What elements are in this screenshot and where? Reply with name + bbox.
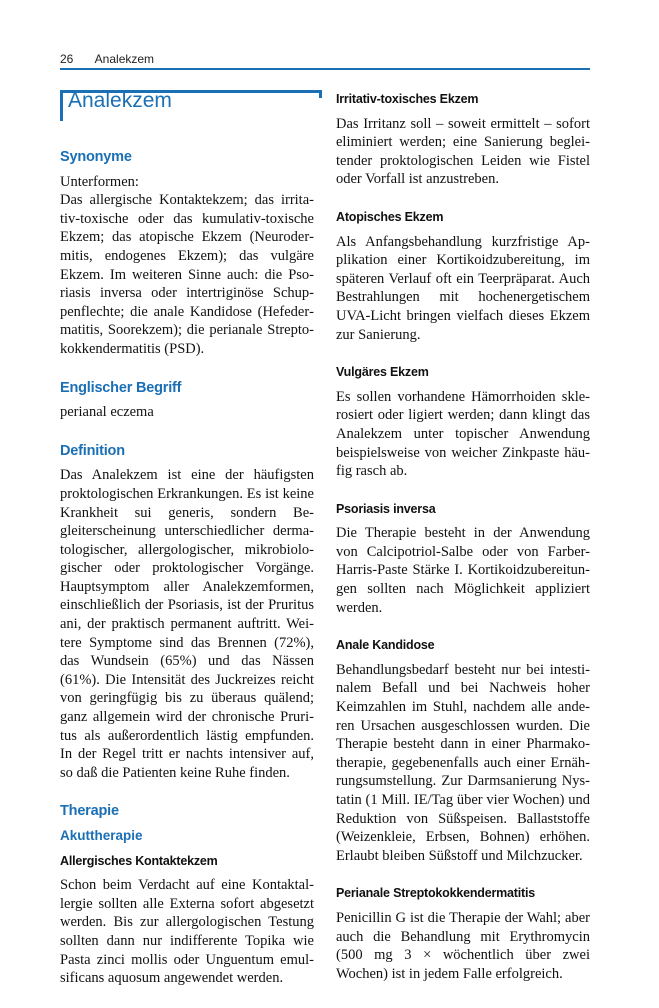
- synonyme-section: [60, 173, 314, 359]
- therapy-item-text: Schon beim Verdacht auf eine Kontaktallergie sollten alle Externa sofort abgesetzt werden. Bis zur allergologischen Testung sollten dann nur indifferente Topika wie Pasta zinci mollis oder Unguentum emulsificans aquosum angewendet werden.: [60, 877, 314, 987]
- therapy-item-heading: Atopisches Ekzem: [336, 209, 444, 224]
- definition-heading: Definition: [60, 442, 125, 459]
- therapy-item-text: Behandlungsbedarf besteht nur bei intestinalem Befall und bei Nachweis hoher Keimzahlen im Stuhl, nachdem alle anderen Ursachen ausgeschlossen wurden. Die Therapie besteht dann in einer Pharmakotherapie, gegebenenfalls auch einer Ernährungsumstellung. Zur Darmsanierung Nystatin (1 Mill. IE/Tag über vier Wochen) und Reduktion von Süßspeisen. Ballaststoffe (Weizenkleie, Erbsen, Bohnen) erhöhen. Erlaubt bleiben Süßstoff und Milchzucker.: [336, 661, 590, 864]
- header-rule: [60, 68, 590, 70]
- therapy-item-text: Penicillin G ist die Therapie der Wahl; aber auch die Behandlung mit Erythromycin (500 mg 3 × wöchentlich über zwei Wochen) ist in jedem Falle erfolgreich.: [336, 909, 590, 982]
- therapy-item: [336, 208, 590, 344]
- definition-text: Das Analekzem ist eine der häufigsten proktologischen Erkrankungen. Es ist keine Krankheit sui generis, sondern Begleiterscheinung unterschiedlicher dermatologischer, allergologischer, mikrobiologischer oder proktologischer Vorgänge. Hauptsymptom aller Analekzemformen, einschließlich der Psoriasis, ist der Pruritus ani, der praktisch permanent auftritt. Weitere Symptome sind das Brennen (72%), das Wundsein (65%) und das Nässen (61%). Die Intensität des Juckreizes reicht von geringfügig bis zu überaus quälend; ganz allgemein wird der chronische Pruritus als außerordentlich lästig empfunden. In der Regel tritt er nachts intensiver auf, so daß die Patienten keine Ruhe finden.: [60, 467, 314, 781]
- therapy-item-heading: Vulgäres Ekzem: [336, 365, 429, 380]
- therapy-item-text: Es sollen vorhandene Hämorrhoiden sklerosiert oder ligiert werden; dann klingt das Analekzem unter topischer Anwendung beispielsweise von weicher Zinkpaste häufig rasch ab.: [336, 388, 590, 480]
- therapy-item-heading: Irritativ-toxisches Ekzem: [336, 92, 479, 106]
- therapy-item: [60, 852, 314, 988]
- englischer-begriff-section: [60, 403, 314, 422]
- therapie-heading: Therapie: [60, 803, 119, 820]
- right-column: [336, 90, 590, 1002]
- therapy-item: [336, 363, 590, 481]
- therapy-item-text: Die Therapie besteht in der Anwendung von Calcipotriol-Salbe oder von Farber-Harris-Paste Stärke I. Kortikoidzubereitungen sollten nach Möglichkeit appliziert werden.: [336, 525, 590, 616]
- synonyme-heading: Synonyme: [60, 149, 132, 165]
- therapy-item-heading: Anale Kandidose: [336, 638, 435, 653]
- synonyme-intro: Unterformen:: [60, 173, 139, 190]
- therapy-item: [336, 90, 590, 189]
- therapy-item-text: Das Irritanz soll – soweit ermittelt – sofort eliminiert werden; eine Sanierung begleitender proktologischen Leiden wie Fistel oder Vorfall ist anzustreben.: [336, 115, 590, 188]
- title-block: [60, 90, 314, 132]
- akuttherapie-heading: Akuttherapie: [60, 828, 143, 843]
- therapy-item-heading: Perianale Streptokokkendermatitis: [336, 886, 536, 901]
- page-number: 26: [60, 52, 74, 66]
- synonyme-text: Das allergische Kontaktekzem; das irritativ-toxische oder das kumulativ-toxische Ekzem; das atopische Ekzem (Neurodermitis, endogenes Ekzem); das vulgäre Ekzem. Im weiteren Sinne auch: die Psoriasis inversa oder intertriginöse Schuppenflechte; die anale Kandidose (Hefedermatitis, Soorekzem); die perianale Streptokokkendermatitis (PSD).: [60, 192, 314, 357]
- englischer-begriff-text: perianal eczema: [60, 404, 154, 421]
- article-title: Analekzem: [68, 89, 172, 112]
- therapy-item-heading: Allergisches Kontaktekzem: [60, 853, 218, 868]
- therapy-item: [336, 884, 590, 983]
- running-title: Analekzem: [94, 52, 155, 66]
- therapy-item: [336, 500, 590, 618]
- englischer-begriff-heading: Englischer Begriff: [60, 379, 182, 396]
- left-column: [60, 90, 314, 1008]
- therapy-item-text: Als Anfangsbehandlung kurzfristige Applikation einer Kortikoidzubereitung, im späteren Verlauf oft ein Teerpräparat. Auch Bestrahlungen mit hochenergetischem UVA-Licht bringen vielfach dieses Ekzem zur Sanierung.: [336, 233, 590, 343]
- therapy-item: [336, 636, 590, 865]
- therapy-item-heading: Psoriasis inversa: [336, 501, 436, 516]
- definition-section: [60, 466, 314, 782]
